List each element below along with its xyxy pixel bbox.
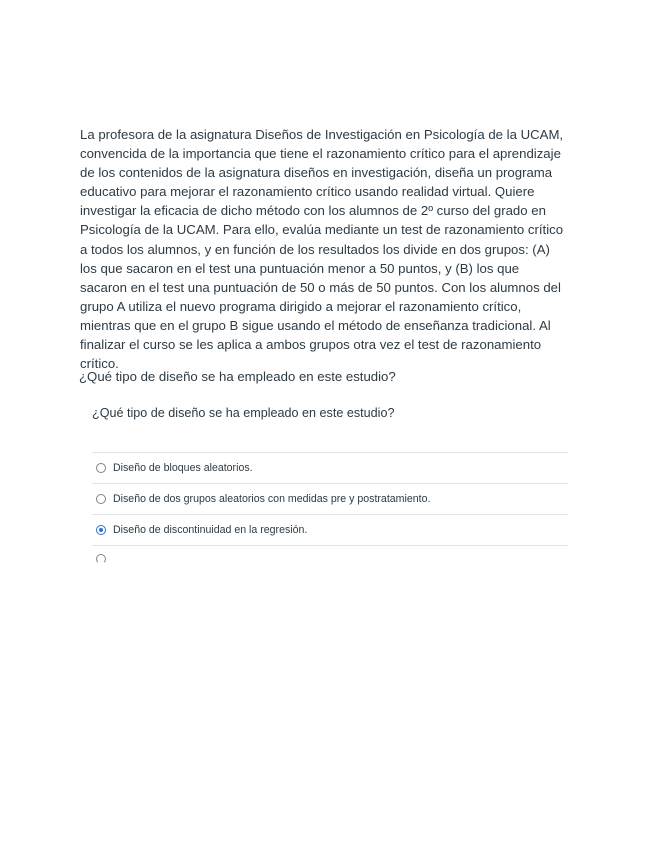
answer-label: Diseño de discontinuidad en la regresión. bbox=[113, 524, 308, 536]
question-box-title: ¿Qué tipo de diseño se ha empleado en este estudio? bbox=[92, 406, 395, 420]
answer-option-3[interactable] bbox=[92, 514, 568, 545]
answer-label: Diseño de bloques aleatorios. bbox=[113, 462, 253, 474]
question-passage: La profesora de la asignatura Diseños de Investigación en Psicología de la UCAM, convencida de la importancia que tiene el razonamiento crítico para el aprendizaje de los contenidos de la asignatura diseños en investigación, diseña un programa educativo para mejorar el razonamiento crítico usando realidad virtual. Quiere investigar la eficacia de dicho método con los alumnos de 2º curso del grado en Psicología de la UCAM. Para ello, evalúa mediante un test de razonamiento crítico a todos los alumnos, y en función de los resultados los divide en dos grupos: (A) los que sacaron en el test una puntuación menor a 50 puntos, y (B) los que sacaron en el test una puntuación de 50 o más de 50 puntos. Con los alumnos del grupo A utiliza el nuevo programa dirigido a mejorar el razonamiento crítico, mientras que en el grupo B sigue usando el método de enseñanza tradicional. Al finalizar el curso se les aplica a ambos grupos otra vez el test de razonamiento crítico. bbox=[80, 127, 564, 372]
radio-unchecked-icon[interactable] bbox=[96, 463, 106, 473]
radio-checked-icon[interactable] bbox=[96, 525, 106, 535]
answer-label: Diseño de dos grupos aleatorios con medidas pre y postratamiento. bbox=[113, 493, 431, 505]
radio-unchecked-icon[interactable] bbox=[96, 554, 106, 564]
answer-option-4[interactable] bbox=[92, 545, 568, 572]
radio-unchecked-icon[interactable] bbox=[96, 494, 106, 504]
question-prompt: ¿Qué tipo de diseño se ha empleado en este estudio? bbox=[79, 369, 396, 384]
answer-list bbox=[92, 452, 568, 572]
answer-option-1[interactable] bbox=[92, 452, 568, 483]
question-box bbox=[92, 404, 568, 422]
answer-option-2[interactable] bbox=[92, 483, 568, 514]
